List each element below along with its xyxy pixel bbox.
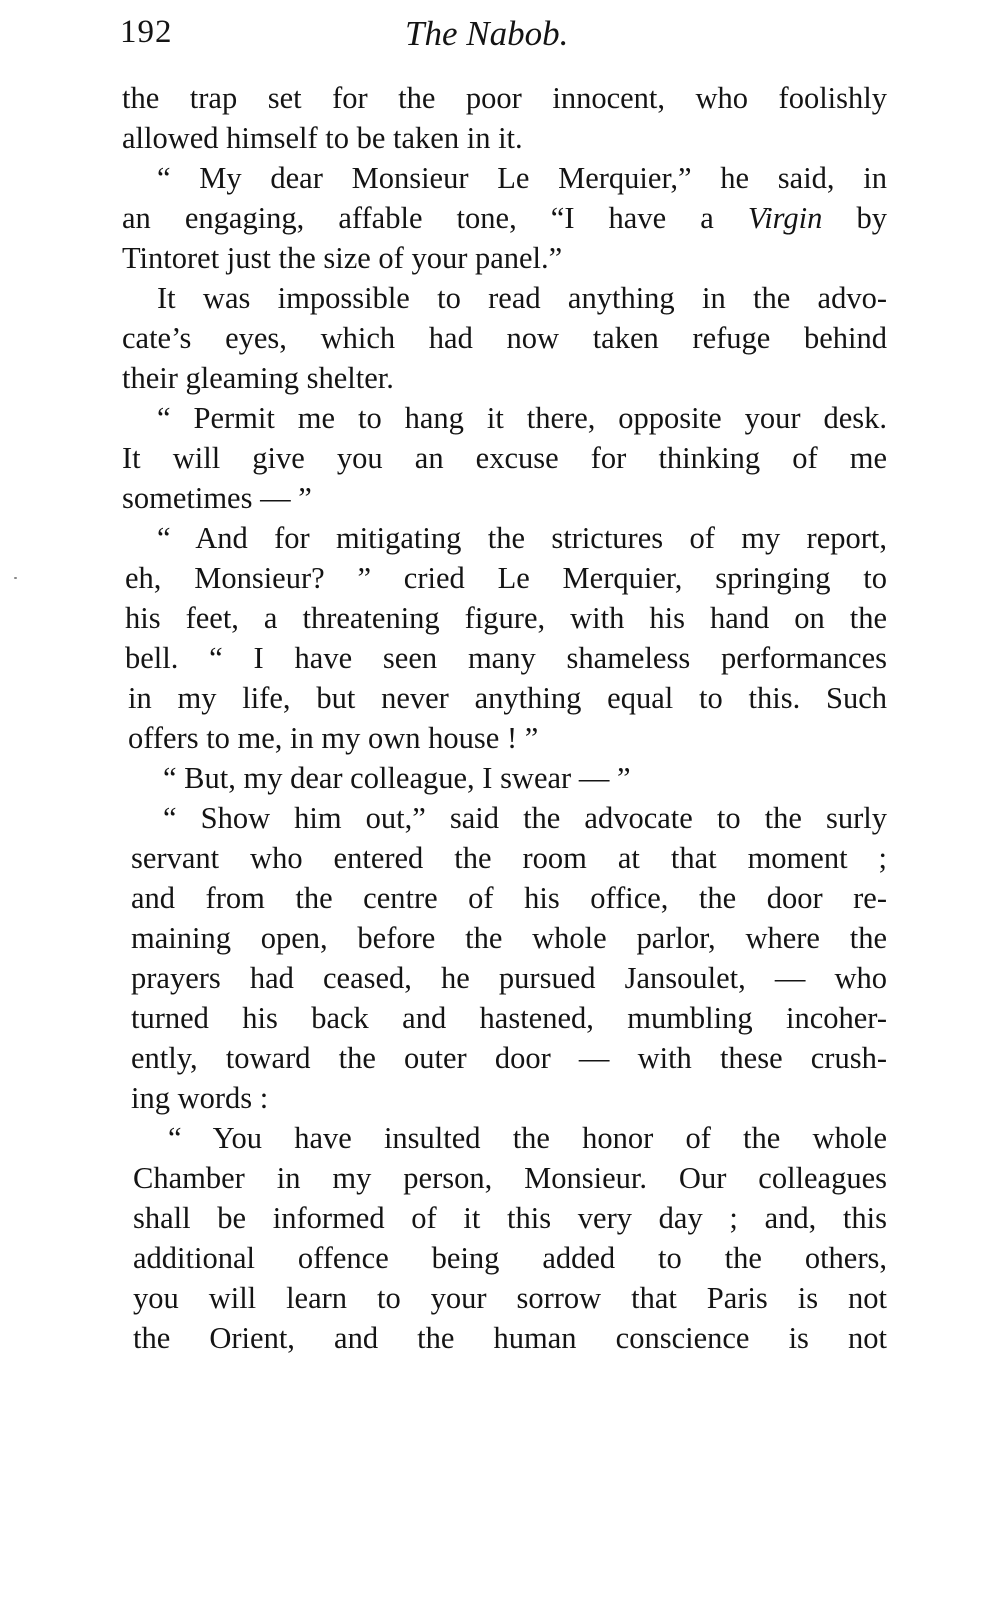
page-number: 192: [120, 14, 173, 50]
text-line: offers to me, in my own house ! ”: [128, 721, 539, 755]
text-segment: an engaging, affable tone, “I have a: [122, 201, 748, 235]
text-line: prayers had ceased, he pursued Jansoulet, — who: [131, 961, 887, 995]
text-line: ently, toward the outer door — with these crush-: [131, 1041, 887, 1075]
text-line: and from the centre of his office, the door re-: [131, 881, 887, 915]
page-header: [120, 14, 890, 58]
text-line: shall be informed of it this very day ; and, this: [133, 1201, 887, 1235]
text-line: the trap set for the poor innocent, who foolishly: [122, 81, 887, 115]
text-line: “ You have insulted the honor of the whole: [168, 1121, 887, 1155]
running-title: The Nabob.: [405, 14, 569, 53]
text-line: It will give you an excuse for thinking of me: [122, 441, 887, 475]
text-line: servant who entered the room at that moment ;: [131, 841, 887, 875]
text-line: their gleaming shelter.: [122, 361, 394, 395]
text-line: in my life, but never anything equal to this. Such: [128, 681, 887, 715]
text-line: allowed himself to be taken in it.: [122, 121, 523, 155]
text-line: you will learn to your sorrow that Paris is not: [133, 1281, 887, 1315]
text-line: “ My dear Monsieur Le Merquier,” he said, in: [157, 161, 887, 195]
margin-speck: [14, 577, 17, 579]
text-line: bell. “ I have seen many shameless performances: [125, 641, 887, 675]
text-line: additional offence being added to the others,: [133, 1241, 887, 1275]
text-line: “ Permit me to hang it there, opposite your desk.: [157, 401, 887, 435]
text-line: cate’s eyes, which had now taken refuge behind: [122, 321, 887, 355]
text-line: the Orient, and the human conscience is not: [133, 1321, 887, 1355]
text-line: [122, 198, 887, 238]
text-line: “ And for mitigating the strictures of my report,: [157, 521, 887, 555]
body-text: [122, 78, 887, 1358]
italic-title: Virgin: [747, 201, 823, 235]
text-line: “ Show him out,” said the advocate to the surly: [163, 801, 887, 835]
text-line: turned his back and hastened, mumbling incoher-: [131, 1001, 887, 1035]
text-line: Tintoret just the size of your panel.”: [122, 241, 563, 275]
text-line: “ But, my dear colleague, I swear — ”: [163, 761, 631, 795]
text-segment: by: [822, 201, 887, 235]
text-line: maining open, before the whole parlor, where the: [131, 921, 887, 955]
text-line: It was impossible to read anything in the advo-: [157, 281, 887, 315]
text-line: sometimes — ”: [122, 481, 312, 515]
text-line: Chamber in my person, Monsieur. Our colleagues: [133, 1161, 887, 1195]
text-line: ing words :: [131, 1081, 269, 1115]
text-line: his feet, a threatening figure, with his hand on the: [125, 601, 887, 635]
text-line: eh, Monsieur? ” cried Le Merquier, springing to: [125, 561, 887, 595]
